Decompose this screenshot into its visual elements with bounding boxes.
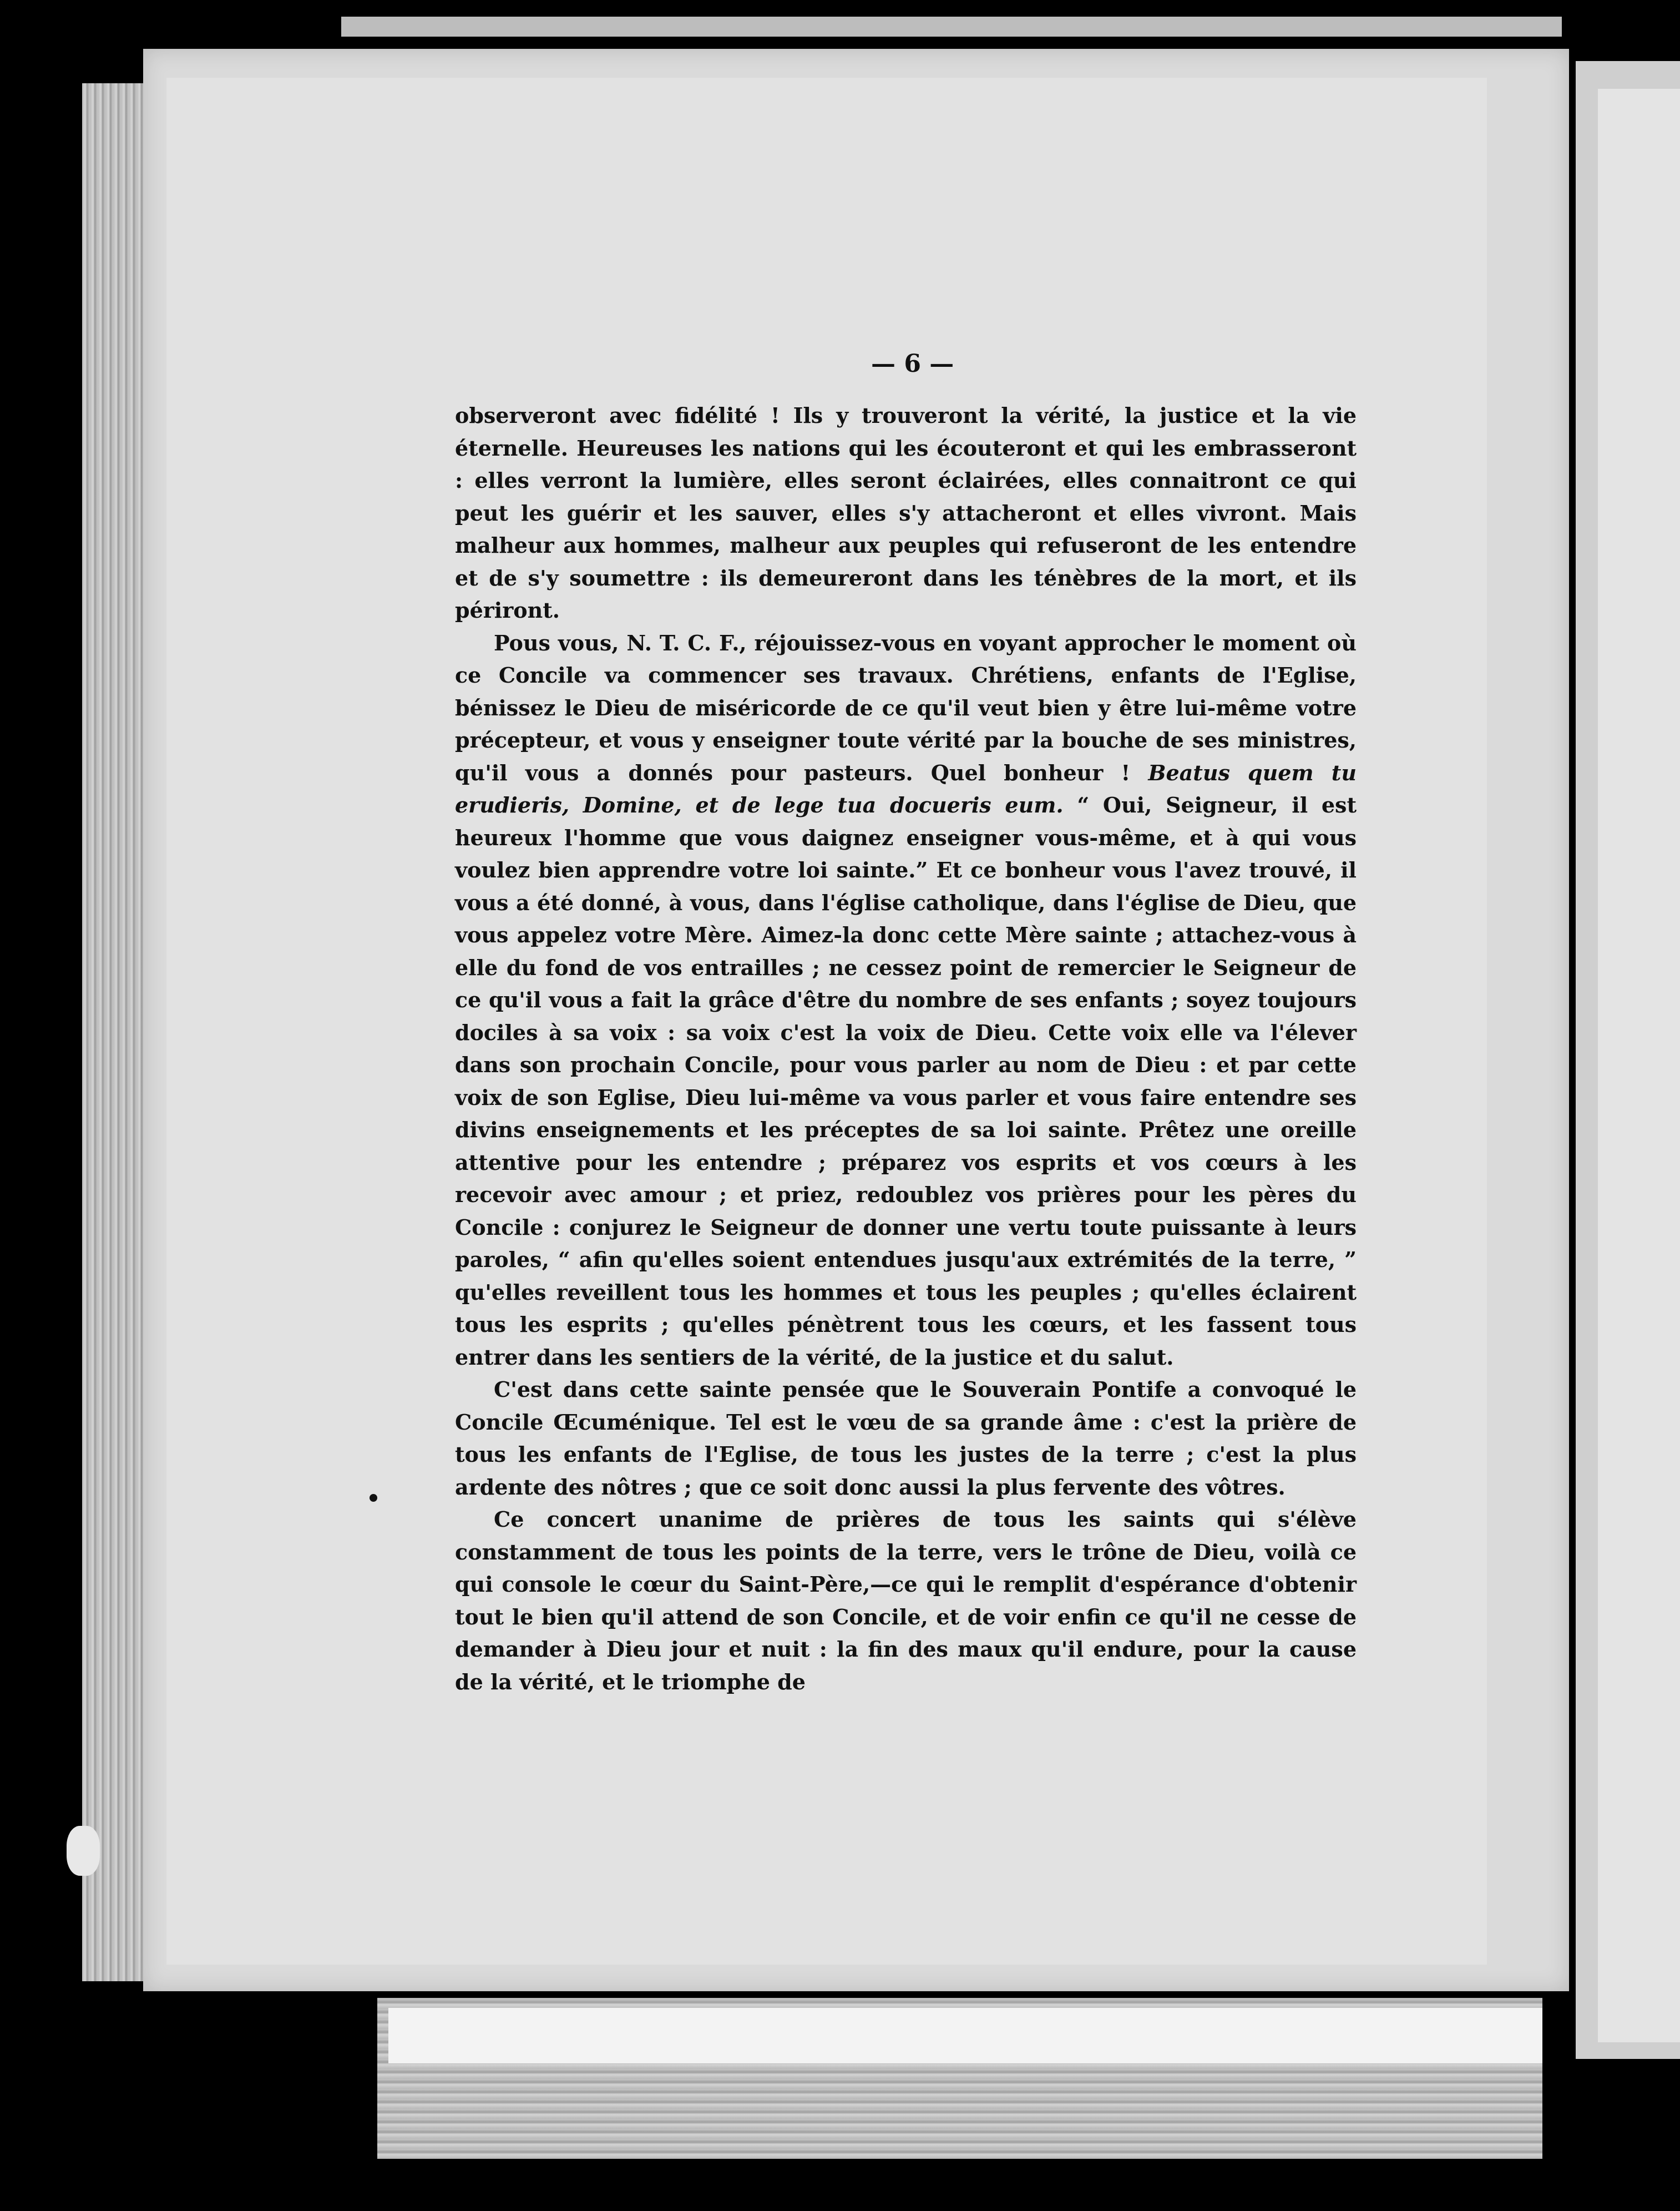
right-neighbour-page-inner bbox=[1598, 89, 1680, 2042]
paragraph-2 bbox=[455, 627, 1357, 1374]
bottom-page-strip bbox=[388, 2008, 1542, 2063]
paper-stain bbox=[67, 1826, 100, 1876]
latin-quote: Beatus quem tu erudieris, Domine, et de lege tua docueris eum. bbox=[455, 760, 1357, 817]
paragraph-2-text-before-italic: Pous vous, N. T. C. F., réjouissez-vous en voyant approcher le moment où ce Concile va commencer ses travaux. Chrétiens, enfants de l'Eglise, bénissez le Dieu de miséricorde de ce qu'il veut bien y être lui-même votre précepteur, et vous y enseigner toute vérité par la bouche de ses ministres, qu'il vous a donnés pour pasteurs. Quel bonheur ! bbox=[455, 630, 1357, 785]
body-text bbox=[455, 400, 1357, 1698]
ink-dot bbox=[370, 1494, 377, 1502]
page-number: — 6 — bbox=[871, 350, 954, 378]
paragraph-1: observeront avec fidélité ! Ils y trouveront la vérité, la justice et la vie éternelle. Heureuses les nations qui les écouteront et qui les embrasseront : elles verront la lumière, elles seront éclairées, elles connaitront ce qui peut les guérir et les sauver, elles s'y attacheront et elles vivront. Mais malheur aux hommes, malheur aux peuples qui refuseront de les entendre et de s'y soumettre : ils demeureront dans les ténèbres de la mort, et ils périront. bbox=[455, 403, 1357, 623]
paragraph-4: Ce concert unanime de prières de tous les saints qui s'élève constamment de tous les points de la terre, vers le trône de Dieu, voilà ce qui console le cœur du Saint-Père,—ce qui le remplit d'espérance d'obtenir tout le bien qu'il attend de son Concile, et de voir enfin ce qu'il ne cesse de demander à Dieu jour et nuit : la fin des maux qu'il endure, pour la cause de la vérité, et le triomphe de bbox=[455, 1507, 1357, 1694]
paragraph-2-text-after-italic: “ Oui, Seigneur, il est heureux l'homme que vous daignez enseigner vous-même, et à qui vous voulez bien apprendre votre loi sainte.” Et ce bonheur vous l'avez trouvé, il vous a été donné, à vous, dans l'église catholique, dans l'église de Dieu, que vous appelez votre Mère. Aimez-la donc cette Mère sainte ; attachez-vous à elle du fond de vos entrailles ; ne cessez point de remercier le Seigneur de ce qu'il vous a fait la grâce d'être du nombre de ses enfants ; soyez toujours dociles à sa voix : sa voix c'est la voix de Dieu. Cette voix elle va l'élever dans son prochain Concile, pour vous parler au nom de Dieu : et par cette voix de son Eglise, Dieu lui-même va vous parler et vous faire entendre ses divins enseignements et les préceptes de sa loi sainte. Prêtez une oreille attentive pour les entendre ; préparez vos esprits et vos cœurs à les recevoir avec amour ; et priez, redoublez vos prières pour les pères du Concile : conjurez le Seigneur de donner une vertu toute puissante à leurs paroles, “ afin qu'elles soient entendues jusqu'aux extrémités de la terre, ” qu'elles reveillent tous les hommes et tous les peuples ; qu'elles éclairent tous les esprits ; qu'elles pénètrent tous les cœurs, et les fassent tous entrer dans les sentiers de la vérité, de la justice et du salut. bbox=[455, 792, 1357, 1370]
next-page-top-edge bbox=[341, 17, 1562, 37]
paragraph-3: C'est dans cette sainte pensée que le Souverain Pontife a convoqué le Concile Œcuménique. Tel est le vœu de sa grande âme : c'est la prière de tous les enfants de l'Eglise, de tous les justes de la terre ; c'est la plus ardente des nôtres ; que ce soit donc aussi la plus fervente des vôtres. bbox=[455, 1377, 1357, 1500]
